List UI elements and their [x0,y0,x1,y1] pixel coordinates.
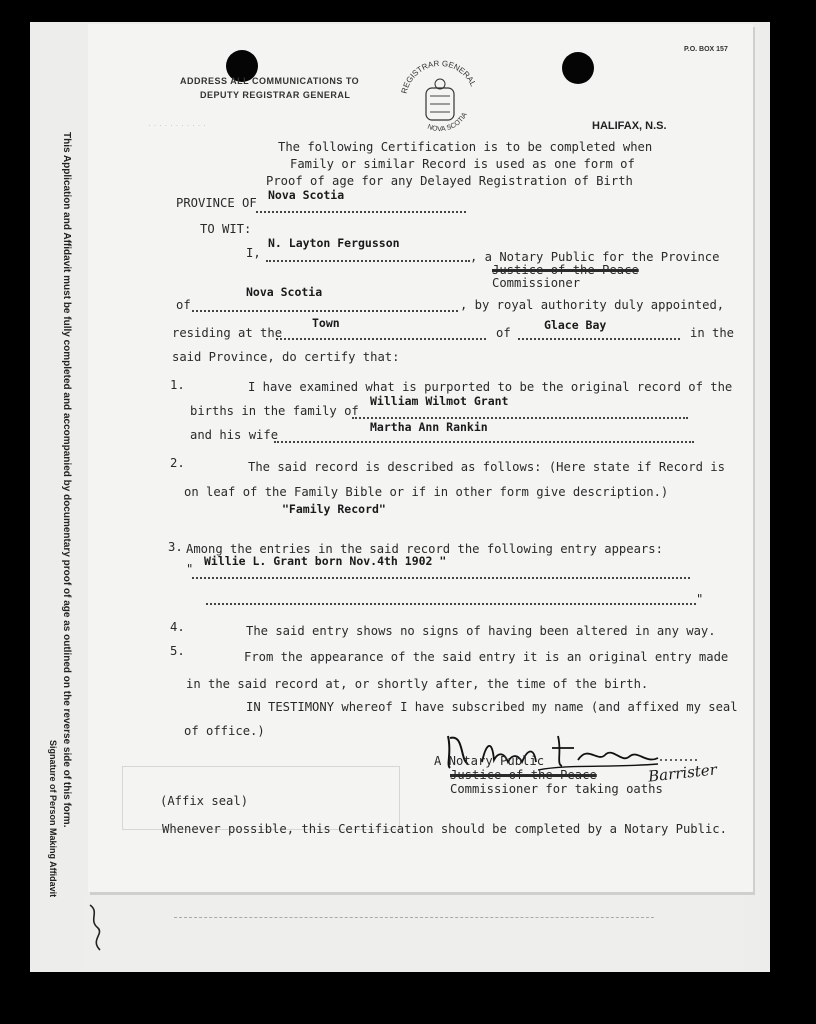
province-label: PROVINCE OF [176,196,257,210]
item-2-number: 2. [170,456,185,470]
testimony-line-1: IN TESTIMONY whereof I have subscribed my name (and affixed my seal [246,700,738,714]
residing-value: Town [312,316,340,330]
affix-seal: (Affix seal) [160,794,249,808]
place-line [518,338,680,340]
item-1-number: 1. [170,378,185,392]
i-label: I, [246,246,261,260]
province-value: Nova Scotia [268,188,345,202]
seal-text-bottom: NOVA SCOTIA [426,111,469,134]
intro-line-2: Family or similar Record is used as one form of [290,157,635,171]
royal-authority: , by royal authority duly appointed, [460,298,725,312]
of-value: Nova Scotia [246,285,323,299]
item-5-line-2: in the said record at, or shortly after, the time of the birth. [186,677,649,691]
mother-name: Martha Ann Rankin [370,420,488,434]
footer-note: Whenever possible, this Certification should be completed by a Notary Public. [162,822,727,836]
city-halifax: HALIFAX, N.S. [592,120,667,132]
said-province: said Province, do certify that: [172,350,400,364]
seal-text-top: REGISTRAR GENERAL [399,58,478,95]
testimony-line-2: of office.) [184,724,265,738]
father-name: William Wilmot Grant [370,394,509,408]
item-3-number: 3. [168,540,183,554]
handwritten-barrister: Barrister [647,760,718,786]
father-line [352,417,688,419]
address-line-2: DEPUTY REGISTRAR GENERAL [200,90,351,100]
mother-line [274,441,694,443]
item-3-line-1: Among the entries in the said record the following entry appears: [186,542,663,556]
residing-line [276,338,486,340]
item-2-line-1: The said record is described as follows: (Here state if Record is [248,460,725,474]
item-5-line-1: From the appearance of the said entry it is an original entry made [244,650,729,664]
registrar-seal-icon [392,50,488,138]
role-struck: Justice of the Peace [492,263,639,277]
po-box: P.O. BOX 157 [684,46,728,53]
show-through-text: · · · · · · · · · · · [148,120,206,130]
handwritten-scribble [80,900,120,955]
name-line [266,260,470,262]
underlying-form-bottom [84,895,744,970]
residing-label: residing at the [172,326,283,340]
record-type: "Family Record" [282,502,386,516]
item-2-line-2: on leaf of the Family Bible or if in other form give description.) [184,485,669,499]
item-5-number: 5. [170,644,185,658]
certifier-name: N. Layton Fergusson [268,236,400,250]
item-1-line-1: I have examined what is purported to be the original record of the [248,380,733,394]
role-commissioner: Commissioner [492,276,581,290]
entry-open-quote: " [186,562,194,576]
intro-line-1: The following Certification is to be completed when [278,140,653,154]
svg-text:NOVA SCOTIA [426,111,469,133]
side-instruction-text: This Application and Affidavit must be fully completed and accompanied by documentary proof of age as outlined on the reverse side of this form. [61,132,72,828]
entry-close-quote: " [696,592,704,606]
underlying-form-lines [174,895,654,918]
certification-page [88,24,753,892]
in-the-label: in the [690,326,735,340]
place-value: Glace Bay [544,318,607,332]
to-wit-label: TO WIT: [200,222,252,236]
entry-line-2 [206,603,696,605]
of-label-2: of [496,326,511,340]
signer-title-notary: A Notary Public [434,754,545,768]
side-signature-label: Signature of Person Making Affidavit [48,740,58,898]
item-4-number: 4. [170,620,185,634]
birth-entry: Willie L. Grant born Nov.4th 1902 " [204,554,447,568]
punch-hole-right [562,52,594,84]
role-line-1: , a Notary Public for the Province [470,250,720,264]
signer-title-struck: Justice of the Peace [450,768,597,782]
entry-line-1 [192,577,690,579]
of-label: of [176,298,191,312]
item-4-text: The said entry shows no signs of having been altered in any way. [246,624,716,638]
wife-label: and his wife [190,428,279,442]
signer-title-commissioner: Commissioner for taking oaths [450,782,663,796]
province-line [256,211,466,213]
of-line [192,310,458,312]
births-label: births in the family of [190,404,359,418]
intro-line-3: Proof of age for any Delayed Registration of Birth [266,174,633,188]
address-line-1: ADDRESS ALL COMMUNICATIONS TO [180,76,360,86]
